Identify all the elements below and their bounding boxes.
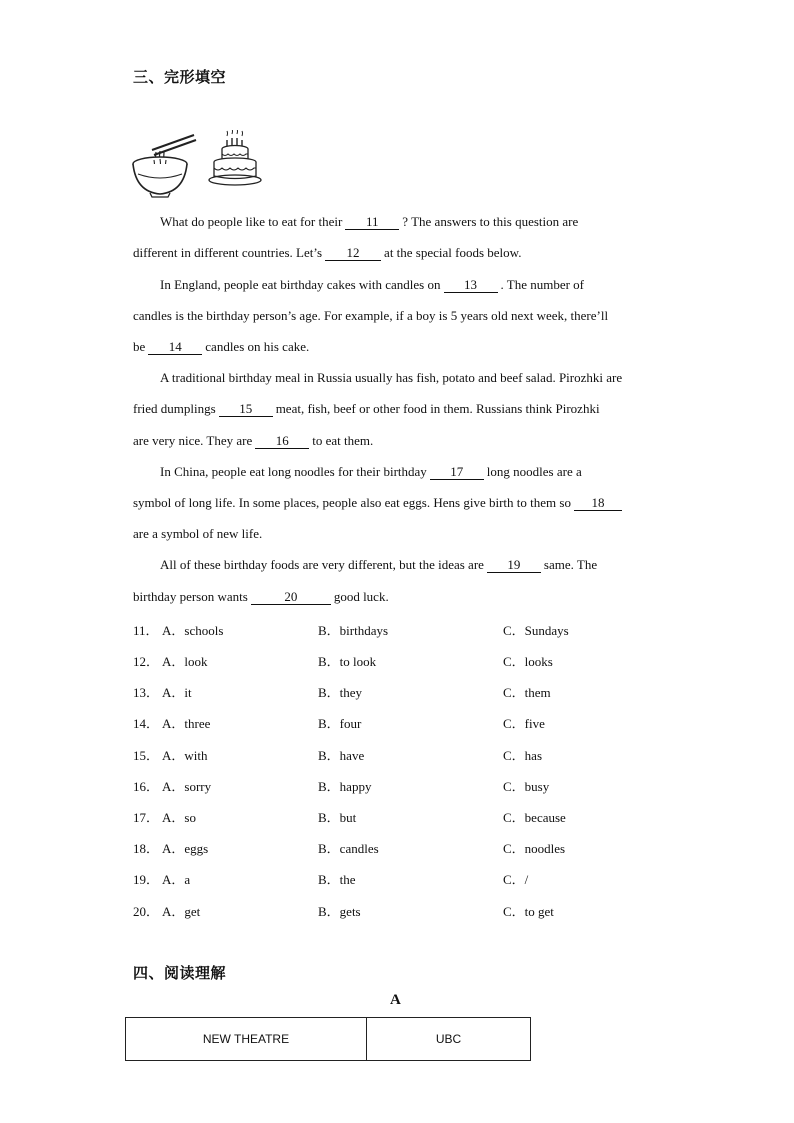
question-row: [133, 807, 693, 825]
passage-line: All of these birthday foods are very different, but the ideas are 19 same. The: [160, 557, 598, 572]
option-b[interactable]: B．gets: [318, 904, 361, 919]
passage-line: A traditional birthday meal in Russia usually has fish, potato and beef salad. Pirozhki are: [160, 370, 623, 385]
option-c[interactable]: C．busy: [503, 779, 550, 794]
passage-line: birthday person wants 20 good luck.: [133, 589, 389, 604]
noodle-bowl-icon: [130, 130, 200, 200]
option-b[interactable]: B．candles: [318, 841, 379, 856]
question-row: [133, 838, 693, 856]
option-a[interactable]: A．eggs: [162, 841, 209, 856]
option-c[interactable]: C．looks: [503, 654, 553, 669]
question-number: 14．: [133, 716, 160, 731]
table-cell-ubc: UBC: [367, 1018, 531, 1061]
question-number: 15．: [133, 748, 160, 763]
option-a[interactable]: A．schools: [162, 623, 224, 638]
question-number: 13．: [133, 685, 160, 700]
question-number: 20．: [133, 904, 160, 919]
option-b[interactable]: B．but: [318, 810, 357, 825]
option-c[interactable]: C．to get: [503, 904, 554, 919]
question-row: [133, 776, 693, 794]
option-b[interactable]: B．the: [318, 872, 356, 887]
passage-label: A: [390, 992, 401, 1008]
blank-16[interactable]: 16: [255, 434, 309, 449]
option-b[interactable]: B．to look: [318, 654, 377, 669]
question-number: 16．: [133, 779, 160, 794]
option-a[interactable]: A．it: [162, 685, 192, 700]
section-title-cloze: 三、完形填空: [133, 68, 227, 86]
blank-14[interactable]: 14: [148, 340, 202, 355]
option-c[interactable]: C．five: [503, 716, 545, 731]
option-a[interactable]: A．look: [162, 654, 208, 669]
question-row: [133, 682, 693, 700]
option-c[interactable]: C．/: [503, 872, 529, 887]
option-b[interactable]: B．birthdays: [318, 623, 389, 638]
passage-line: In England, people eat birthday cakes with candles on 13 . The number of: [160, 277, 585, 292]
question-row: [133, 745, 693, 763]
option-b[interactable]: B．have: [318, 748, 365, 763]
blank-17[interactable]: 17: [430, 465, 484, 480]
option-c[interactable]: C．has: [503, 748, 543, 763]
question-row: [133, 713, 693, 731]
option-a[interactable]: A．three: [162, 716, 211, 731]
blank-20[interactable]: 20: [251, 590, 331, 605]
passage-line: In China, people eat long noodles for their birthday 17 long noodles are a: [160, 464, 582, 479]
passage-line: are very nice. They are 16 to eat them.: [133, 433, 374, 448]
passage-line: candles is the birthday person’s age. For example, if a boy is 5 years old next week, there’ll: [133, 308, 609, 323]
question-number: 12．: [133, 654, 160, 669]
blank-11[interactable]: 11: [345, 215, 399, 230]
birthday-cake-icon: [205, 130, 265, 190]
question-number: 11．: [133, 623, 159, 638]
passage-line: What do people like to eat for their 11 ? The answers to this question are: [160, 214, 579, 229]
section-title-reading: 四、阅读理解: [133, 964, 227, 982]
option-c[interactable]: C．Sundays: [503, 623, 569, 638]
blank-18[interactable]: 18: [574, 496, 622, 511]
option-c[interactable]: C．noodles: [503, 841, 566, 856]
question-row: [133, 869, 693, 887]
passage-line: are a symbol of new life.: [133, 526, 263, 541]
table-cell-new-theatre: NEW THEATRE: [126, 1018, 367, 1061]
theatre-table: [125, 1017, 531, 1061]
option-c[interactable]: C．because: [503, 810, 566, 825]
option-b[interactable]: B．happy: [318, 779, 372, 794]
blank-19[interactable]: 19: [487, 558, 541, 573]
question-number: 18．: [133, 841, 160, 856]
question-number: 19．: [133, 872, 160, 887]
blank-12[interactable]: 12: [325, 246, 381, 261]
passage-line: symbol of long life. In some places, people also eat eggs. Hens give birth to them so 18: [133, 495, 625, 511]
option-a[interactable]: A．with: [162, 748, 208, 763]
passage-line: different in different countries. Let’s 12 at the special foods below.: [133, 245, 522, 260]
option-a[interactable]: A．so: [162, 810, 196, 825]
option-a[interactable]: A．get: [162, 904, 201, 919]
question-row: [133, 620, 693, 638]
option-b[interactable]: B．they: [318, 685, 363, 700]
question-row: [133, 901, 693, 919]
table-row: [126, 1018, 531, 1061]
option-a[interactable]: A．sorry: [162, 779, 212, 794]
option-c[interactable]: C．them: [503, 685, 551, 700]
option-a[interactable]: A．a: [162, 872, 191, 887]
blank-13[interactable]: 13: [444, 278, 498, 293]
question-row: [133, 651, 693, 669]
question-number: 17．: [133, 810, 160, 825]
passage-line: fried dumplings 15 meat, fish, beef or other food in them. Russians think Pirozhki: [133, 401, 600, 416]
passage-line: be 14 candles on his cake.: [133, 339, 310, 354]
option-b[interactable]: B．four: [318, 716, 362, 731]
blank-15[interactable]: 15: [219, 402, 273, 417]
